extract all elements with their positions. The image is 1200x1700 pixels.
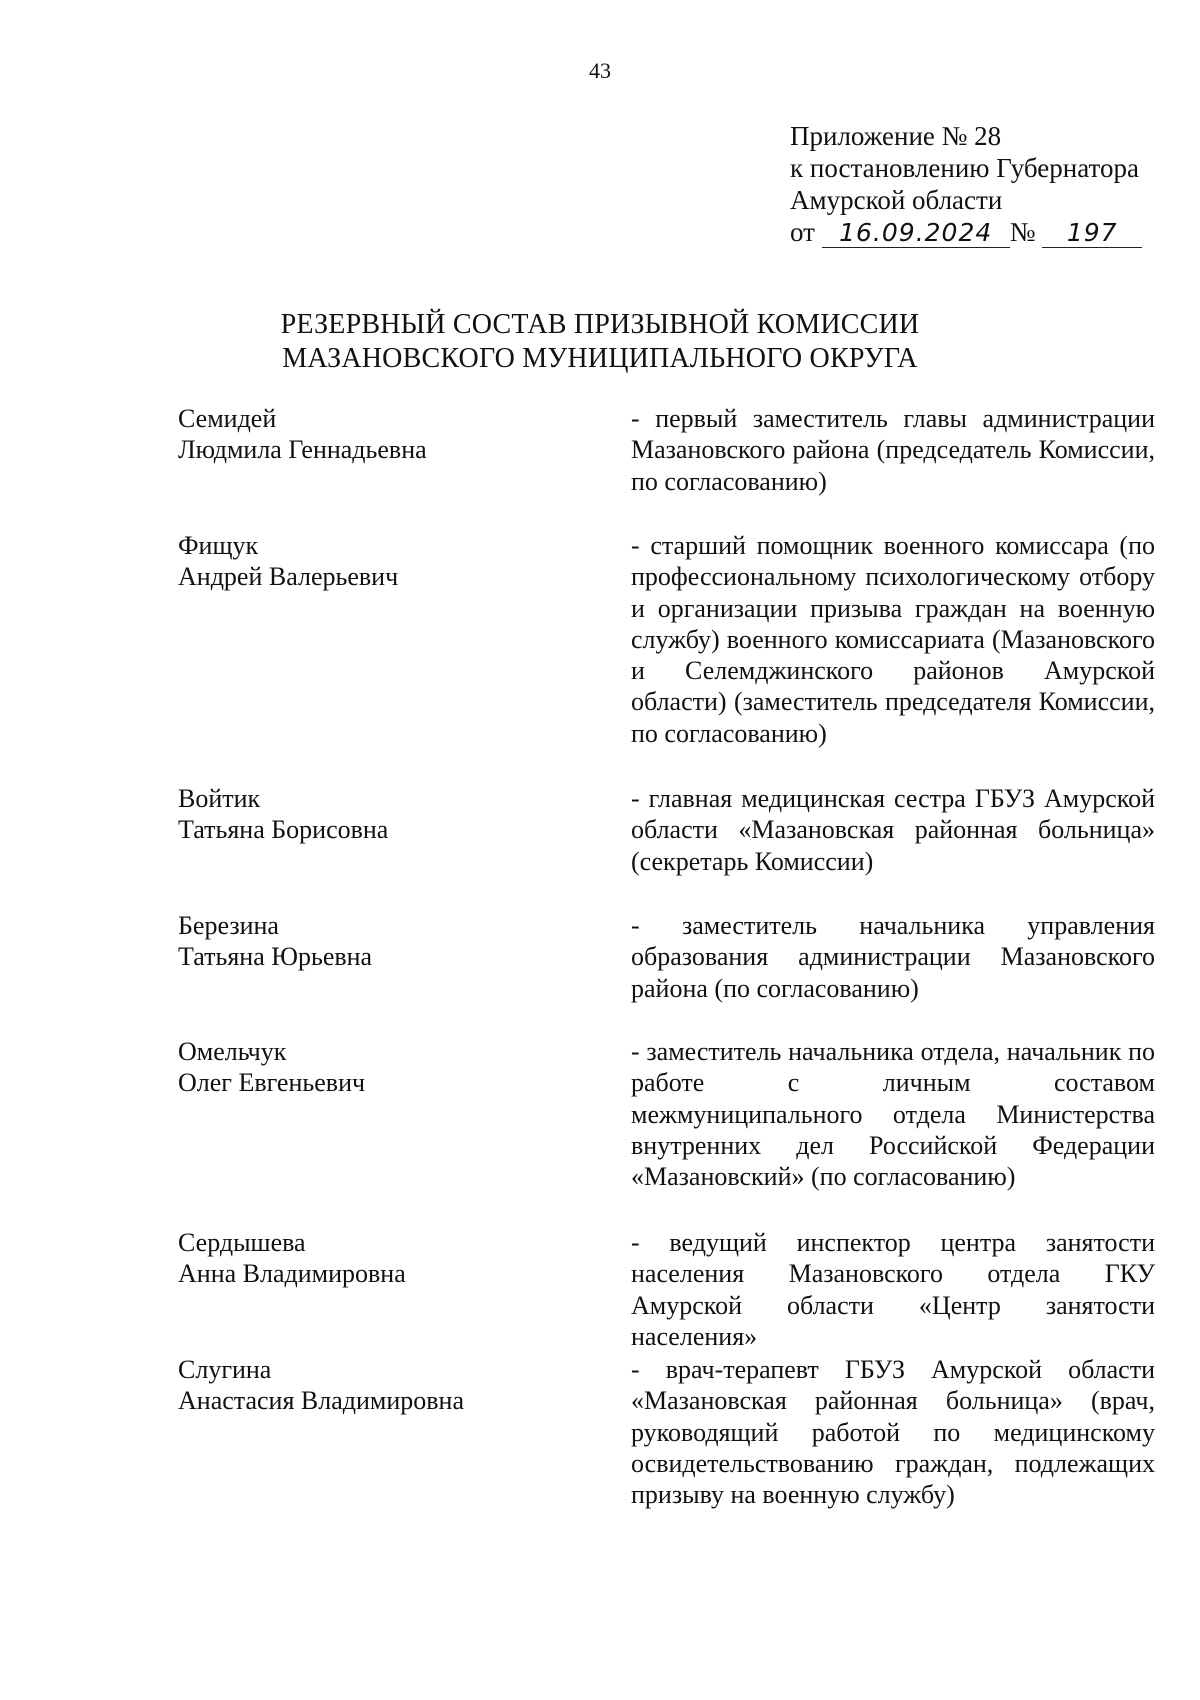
member-name bbox=[178, 530, 598, 592]
member-given-names: Олег Евгеньевич bbox=[178, 1068, 366, 1097]
member-surname: Омельчук bbox=[178, 1037, 287, 1066]
member-role: - ведущий инспектор центра занятости населения Мазановского отдела ГКУ Амурской области «Центр занятости населения» bbox=[631, 1228, 1155, 1351]
appendix-reference: к постановлению Губернатора bbox=[790, 153, 1139, 183]
number-sign: № bbox=[1009, 217, 1036, 247]
member-surname: Семидей bbox=[178, 404, 277, 433]
member-given-names: Анна Владимировна bbox=[178, 1259, 406, 1288]
handwritten-date: 16.09.2024 bbox=[822, 219, 1010, 248]
appendix-header bbox=[790, 120, 1142, 248]
member-role: - врач-терапевт ГБУЗ Амурской области «Мазановская районная больница» (врач, руководящий работой по медицинскому освидетельствованию граждан, подлежащих призыву на военную службу) bbox=[631, 1355, 1155, 1510]
member-role: - заместитель начальника управления образования администрации Мазановского района (по согласованию) bbox=[631, 911, 1155, 1003]
date-prefix: от bbox=[790, 217, 815, 247]
member-given-names: Анастасия Владимировна bbox=[178, 1386, 464, 1415]
page-number: 43 bbox=[589, 58, 611, 83]
member-given-names: Татьяна Борисовна bbox=[178, 815, 389, 844]
member-role: - первый заместитель главы администрации Мазановского района (председатель Комиссии, по согласованию) bbox=[631, 404, 1155, 496]
member-role: - старший помощник военного комиссара (по профессиональному психологическому отбору и организации призыва граждан на военную службу) военного комиссариата (Мазановского и Селемджинского районов Амурской области) (заместитель председателя Комиссии, по согласованию) bbox=[631, 531, 1155, 748]
title-line-2: МАЗАНОВСКОГО МУНИЦИПАЛЬНОГО ОКРУГА bbox=[282, 343, 918, 374]
member-surname: Березина bbox=[178, 911, 279, 940]
appendix-number: Приложение № 28 bbox=[790, 121, 1002, 151]
handwritten-number: 197 bbox=[1042, 219, 1142, 248]
member-surname: Сердышева bbox=[178, 1228, 306, 1257]
member-role: - заместитель начальника отдела, начальник по работе с личным составом межмуниципального отдела Министерства внутренних дел Российской Федерации «Мазановский» (по согласованию) bbox=[631, 1037, 1155, 1192]
member-given-names: Людмила Геннадьевна bbox=[178, 435, 427, 464]
member-name bbox=[178, 910, 598, 972]
member-surname: Войтик bbox=[178, 784, 261, 813]
member-name bbox=[178, 403, 598, 465]
member-surname: Слугина bbox=[178, 1355, 272, 1384]
title-line-1: РЕЗЕРВНЫЙ СОСТАВ ПРИЗЫВНОЙ КОМИССИИ bbox=[280, 309, 920, 340]
member-given-names: Татьяна Юрьевна bbox=[178, 942, 373, 971]
member-role: - главная медицинская сестра ГБУЗ Амурской области «Мазановская районная больница» (секретарь Комиссии) bbox=[631, 784, 1155, 876]
member-name bbox=[178, 783, 598, 845]
document-title bbox=[0, 308, 1200, 376]
member-surname: Фищук bbox=[178, 531, 259, 560]
member-given-names: Андрей Валерьевич bbox=[178, 562, 399, 591]
appendix-date-line bbox=[790, 216, 1142, 248]
member-name bbox=[178, 1227, 598, 1289]
appendix-region: Амурской области bbox=[790, 185, 1003, 215]
member-name bbox=[178, 1036, 598, 1098]
member-name bbox=[178, 1354, 598, 1416]
